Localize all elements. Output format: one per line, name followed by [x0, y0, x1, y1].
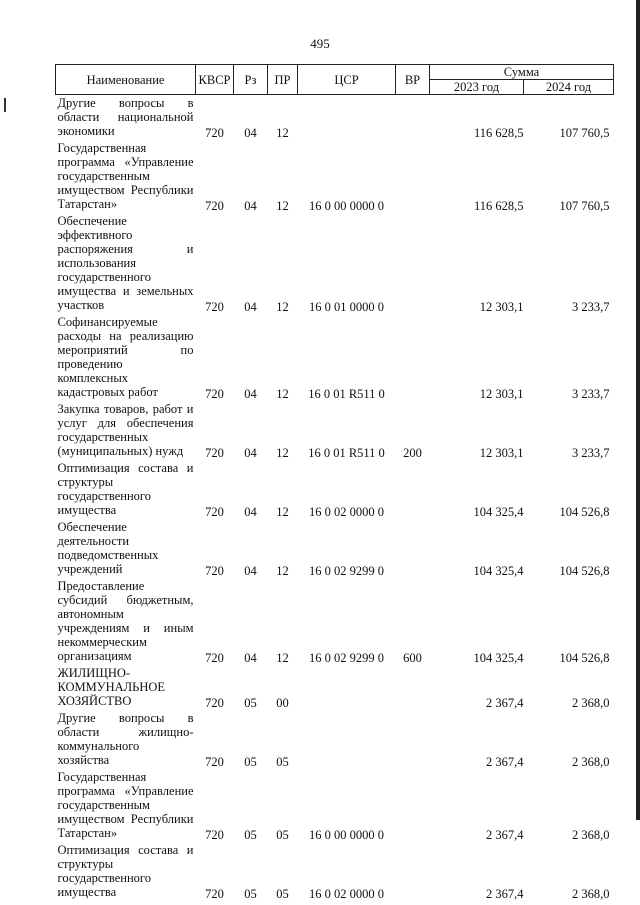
- cell-rz: 04: [244, 505, 257, 519]
- cell-vr: [396, 460, 430, 519]
- cell-kvsr: 720: [205, 696, 224, 710]
- cell-kvsr: 720: [205, 446, 224, 460]
- cell-vr: 600: [403, 651, 422, 665]
- cell-csr: [298, 710, 396, 769]
- cell-vr: [396, 665, 430, 710]
- cell-kvsr: 720: [205, 828, 224, 842]
- cell-pr: 12: [276, 505, 289, 519]
- cell-amount-2024: 3 233,7: [572, 300, 610, 314]
- cell-amount-2024: 107 760,5: [559, 199, 610, 213]
- table-header: [56, 65, 614, 95]
- cell-name: Предоставление субсидий бюджетным, автономным учреждениям и иным некоммерческим организациям: [57, 579, 194, 663]
- cell-vr: [396, 769, 430, 842]
- cell-name: Обеспечение деятельности подведомственных учреждений: [57, 520, 159, 576]
- header-year-2023: 2023 год: [430, 80, 524, 95]
- header-name: Наименование: [56, 65, 196, 95]
- cell-csr: [298, 665, 396, 710]
- cell-amount-2024: 3 233,7: [572, 446, 610, 460]
- cell-amount-2024: 107 760,5: [559, 126, 610, 140]
- cell-pr: 12: [276, 199, 289, 213]
- table-row: [56, 460, 614, 519]
- cell-name: Оптимизация состава и структуры государственного имущества: [57, 843, 194, 899]
- cell-rz: 04: [244, 300, 257, 314]
- cell-rz: 05: [244, 887, 257, 901]
- cell-rz: 05: [244, 755, 257, 769]
- cell-kvsr: 720: [205, 387, 224, 401]
- margin-mark: [4, 98, 6, 112]
- table-row: [56, 769, 614, 842]
- cell-csr: 16 0 00 0000 0: [309, 199, 384, 213]
- table-row: [56, 519, 614, 578]
- header-vr: ВР: [396, 65, 430, 95]
- cell-vr: [396, 710, 430, 769]
- cell-pr: 12: [276, 300, 289, 314]
- header-year-2024: 2024 год: [524, 80, 614, 95]
- cell-kvsr: 720: [205, 126, 224, 140]
- cell-kvsr: 720: [205, 564, 224, 578]
- table-row: [56, 665, 614, 710]
- cell-rz: 04: [244, 126, 257, 140]
- cell-amount-2024: 3 233,7: [572, 387, 610, 401]
- table-row: [56, 95, 614, 141]
- cell-rz: 04: [244, 199, 257, 213]
- page-number: 495: [310, 36, 330, 51]
- cell-amount-2024: 2 368,0: [572, 696, 610, 710]
- table-row: [56, 213, 614, 314]
- cell-kvsr: 720: [205, 651, 224, 665]
- cell-pr: 05: [276, 755, 289, 769]
- cell-rz: 04: [244, 387, 257, 401]
- cell-csr: 16 0 02 9299 0: [309, 564, 384, 578]
- table-body: [56, 95, 614, 902]
- header-sum: Сумма: [430, 65, 614, 80]
- cell-amount-2024: 2 368,0: [572, 828, 610, 842]
- cell-csr: 16 0 02 9299 0: [309, 651, 384, 665]
- table-row: [56, 842, 614, 901]
- cell-name: Софинансируемые расходы на реализацию мероприятий по проведению комплексных кадастровых работ: [57, 315, 194, 399]
- cell-pr: 12: [276, 564, 289, 578]
- cell-rz: 04: [244, 564, 257, 578]
- cell-kvsr: 720: [205, 755, 224, 769]
- cell-rz: 04: [244, 446, 257, 460]
- cell-csr: 16 0 01 R511 0: [308, 446, 385, 460]
- cell-amount-2023: 12 303,1: [479, 387, 524, 401]
- cell-name: Оптимизация состава и структуры государственного имущества: [57, 461, 194, 517]
- budget-table: [55, 64, 614, 901]
- cell-name: Закупка товаров, работ и услуг для обеспечения государственных (муниципальных) нужд: [57, 402, 194, 458]
- cell-csr: 16 0 00 0000 0: [309, 828, 384, 842]
- cell-amount-2023: 104 325,4: [473, 651, 524, 665]
- cell-vr: [396, 314, 430, 401]
- table-row: [56, 140, 614, 213]
- cell-amount-2023: 116 628,5: [473, 126, 524, 140]
- cell-pr: 12: [276, 126, 289, 140]
- cell-csr: [298, 95, 396, 141]
- cell-csr: 16 0 02 0000 0: [309, 887, 384, 901]
- cell-rz: 05: [244, 828, 257, 842]
- cell-amount-2023: 12 303,1: [479, 446, 524, 460]
- cell-vr: [396, 842, 430, 901]
- cell-name: Другие вопросы в области национальной экономики: [57, 96, 194, 138]
- cell-name: Государственная программа «Управление государственным имуществом Республики Татарстан»: [57, 141, 194, 211]
- cell-rz: 04: [244, 651, 257, 665]
- cell-pr: 12: [276, 387, 289, 401]
- cell-csr: 16 0 01 0000 0: [309, 300, 384, 314]
- cell-amount-2023: 2 367,4: [486, 755, 524, 769]
- table-row: [56, 578, 614, 665]
- table-row: [56, 710, 614, 769]
- header-rz: Рз: [234, 65, 268, 95]
- cell-kvsr: 720: [205, 300, 224, 314]
- cell-kvsr: 720: [205, 505, 224, 519]
- cell-amount-2024: 2 368,0: [572, 755, 610, 769]
- scan-edge-bar: [636, 0, 640, 820]
- cell-vr: [396, 95, 430, 141]
- header-pr: ПР: [268, 65, 298, 95]
- cell-pr: 12: [276, 446, 289, 460]
- cell-amount-2023: 104 325,4: [473, 564, 524, 578]
- cell-name: Другие вопросы в области жилищно-коммунального хозяйства: [57, 711, 194, 767]
- cell-kvsr: 720: [205, 887, 224, 901]
- cell-kvsr: 720: [205, 199, 224, 213]
- cell-amount-2024: 2 368,0: [572, 887, 610, 901]
- cell-name: ЖИЛИЩНО-КОММУНАЛЬНОЕ ХОЗЯЙСТВО: [57, 666, 166, 708]
- table-row: [56, 314, 614, 401]
- cell-rz: 05: [244, 696, 257, 710]
- cell-csr: 16 0 01 R511 0: [308, 387, 385, 401]
- cell-amount-2024: 104 526,8: [559, 505, 610, 519]
- cell-name: Обеспечение эффективного распоряжения и использования государственного имущества и земельных участков: [57, 214, 194, 312]
- cell-name: Государственная программа «Управление государственным имуществом Республики Татарстан»: [57, 770, 194, 840]
- cell-pr: 12: [276, 651, 289, 665]
- cell-amount-2023: 2 367,4: [486, 828, 524, 842]
- table-row: [56, 401, 614, 460]
- cell-amount-2023: 116 628,5: [473, 199, 524, 213]
- header-csr: ЦСР: [298, 65, 396, 95]
- cell-vr: [396, 213, 430, 314]
- cell-amount-2024: 104 526,8: [559, 651, 610, 665]
- cell-vr: 200: [403, 446, 422, 460]
- cell-amount-2024: 104 526,8: [559, 564, 610, 578]
- cell-amount-2023: 12 303,1: [479, 300, 524, 314]
- cell-csr: 16 0 02 0000 0: [309, 505, 384, 519]
- cell-amount-2023: 2 367,4: [486, 696, 524, 710]
- cell-pr: 00: [276, 696, 289, 710]
- cell-vr: [396, 140, 430, 213]
- cell-pr: 05: [276, 828, 289, 842]
- cell-pr: 05: [276, 887, 289, 901]
- cell-amount-2023: 104 325,4: [473, 505, 524, 519]
- cell-amount-2023: 2 367,4: [486, 887, 524, 901]
- header-kvsr: КВСР: [196, 65, 234, 95]
- cell-vr: [396, 519, 430, 578]
